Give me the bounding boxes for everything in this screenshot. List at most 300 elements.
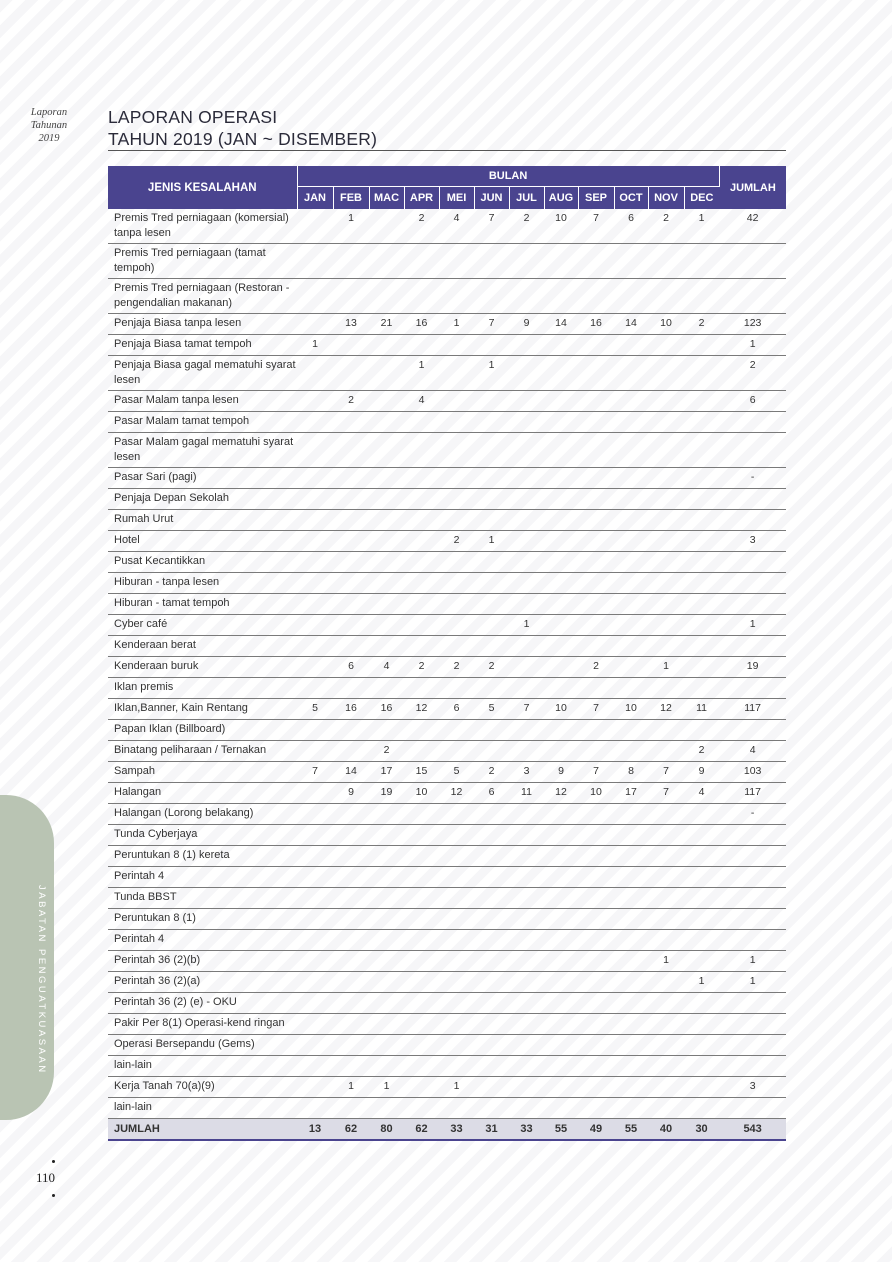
table-row	[108, 825, 786, 846]
month-value	[439, 391, 474, 412]
month-value	[369, 1035, 404, 1056]
month-value	[648, 720, 684, 741]
month-value	[578, 951, 614, 972]
month-value	[648, 244, 684, 279]
month-value	[578, 972, 614, 993]
offence-name: Pasar Sari (pagi)	[108, 468, 297, 489]
month-value	[333, 510, 369, 531]
month-value	[648, 412, 684, 433]
month-value	[614, 930, 648, 951]
month-value	[648, 573, 684, 594]
month-value	[404, 825, 439, 846]
month-value	[439, 720, 474, 741]
month-value: 9	[544, 762, 578, 783]
month-value: 1	[509, 615, 544, 636]
month-value	[578, 594, 614, 615]
month-value	[578, 804, 614, 825]
month-value	[684, 615, 719, 636]
row-total	[719, 433, 786, 468]
month-value	[544, 888, 578, 909]
month-value	[578, 335, 614, 356]
month-value	[578, 1056, 614, 1077]
month-value: 33	[439, 1119, 474, 1141]
month-value	[684, 888, 719, 909]
month-value	[297, 804, 333, 825]
month-value	[297, 846, 333, 867]
table-row	[108, 244, 786, 279]
month-value	[404, 1098, 439, 1119]
month-value	[333, 867, 369, 888]
month-value	[648, 1014, 684, 1035]
month-value: 7	[474, 314, 509, 335]
month-value	[404, 594, 439, 615]
month-value	[439, 594, 474, 615]
month-value	[369, 636, 404, 657]
table-row	[108, 1035, 786, 1056]
month-value	[404, 867, 439, 888]
month-value: 1	[404, 356, 439, 391]
month-value	[474, 825, 509, 846]
offence-name: Rumah Urut	[108, 510, 297, 531]
row-total	[719, 244, 786, 279]
table-row	[108, 552, 786, 573]
month-value	[648, 909, 684, 930]
table-row	[108, 783, 786, 804]
month-value	[544, 1056, 578, 1077]
month-value: 11	[509, 783, 544, 804]
month-value	[684, 657, 719, 678]
month-value	[684, 433, 719, 468]
month-value	[333, 412, 369, 433]
month-value: 16	[333, 699, 369, 720]
month-value: 30	[684, 1119, 719, 1141]
offence-name: Halangan (Lorong belakang)	[108, 804, 297, 825]
month-value	[404, 573, 439, 594]
month-value	[333, 356, 369, 391]
month-value	[648, 468, 684, 489]
month-value	[474, 279, 509, 314]
month-value	[614, 468, 648, 489]
month-value	[509, 573, 544, 594]
side-header-line-2: Tahunan	[30, 120, 68, 131]
month-value	[333, 1056, 369, 1077]
month-value: 31	[474, 1119, 509, 1141]
month-value: 4	[439, 209, 474, 244]
month-value	[614, 391, 648, 412]
month-value	[648, 825, 684, 846]
month-value	[404, 1056, 439, 1077]
table-row	[108, 636, 786, 657]
month-value: 1	[648, 951, 684, 972]
table-row	[108, 720, 786, 741]
month-value	[404, 489, 439, 510]
month-value	[684, 678, 719, 699]
month-value: 10	[404, 783, 439, 804]
month-value	[333, 930, 369, 951]
month-value	[474, 433, 509, 468]
month-value	[684, 391, 719, 412]
header-month: MEI	[439, 187, 474, 210]
month-value	[474, 1056, 509, 1077]
month-value	[404, 244, 439, 279]
month-value	[297, 314, 333, 335]
month-value	[404, 468, 439, 489]
month-value	[474, 1035, 509, 1056]
month-value	[404, 615, 439, 636]
table-row	[108, 468, 786, 489]
month-value	[684, 335, 719, 356]
row-total	[719, 678, 786, 699]
month-value	[509, 244, 544, 279]
month-value	[684, 573, 719, 594]
month-value: 80	[369, 1119, 404, 1141]
month-value	[439, 972, 474, 993]
row-total: 103	[719, 762, 786, 783]
month-value: 9	[509, 314, 544, 335]
month-value	[648, 972, 684, 993]
month-value	[648, 335, 684, 356]
offence-name: Perintah 4	[108, 867, 297, 888]
offence-name: Binatang peliharaan / Ternakan	[108, 741, 297, 762]
month-value	[614, 279, 648, 314]
month-value: 10	[544, 209, 578, 244]
month-value	[474, 993, 509, 1014]
month-value	[509, 678, 544, 699]
offence-name: Tunda Cyberjaya	[108, 825, 297, 846]
offence-name: Kerja Tanah 70(a)(9)	[108, 1077, 297, 1098]
month-value	[474, 1014, 509, 1035]
offence-name: Penjaja Biasa gagal mematuhi syarat lesen	[108, 356, 297, 391]
month-value	[333, 846, 369, 867]
month-value	[684, 531, 719, 552]
total-row	[108, 1119, 786, 1141]
month-value	[474, 1077, 509, 1098]
month-value	[614, 636, 648, 657]
month-value	[333, 951, 369, 972]
offence-name: Papan Iklan (Billboard)	[108, 720, 297, 741]
month-value	[614, 993, 648, 1014]
month-value	[684, 279, 719, 314]
month-value	[614, 720, 648, 741]
month-value	[509, 335, 544, 356]
month-value	[369, 209, 404, 244]
side-header-line-1: Laporan	[30, 107, 68, 118]
month-value	[439, 335, 474, 356]
month-value	[648, 615, 684, 636]
month-value	[544, 412, 578, 433]
row-total	[719, 489, 786, 510]
offence-name: Premis Tred perniagaan (tamat tempoh)	[108, 244, 297, 279]
month-value	[578, 279, 614, 314]
month-value	[474, 335, 509, 356]
month-value	[509, 804, 544, 825]
month-value	[297, 720, 333, 741]
month-value: 14	[544, 314, 578, 335]
month-value	[369, 888, 404, 909]
month-value	[474, 951, 509, 972]
month-value	[439, 412, 474, 433]
month-value	[544, 573, 578, 594]
table-row	[108, 531, 786, 552]
row-total	[719, 1035, 786, 1056]
month-value	[333, 1014, 369, 1035]
month-value	[369, 867, 404, 888]
month-value	[297, 783, 333, 804]
month-value	[333, 335, 369, 356]
month-value	[578, 510, 614, 531]
month-value	[404, 1014, 439, 1035]
month-value	[439, 867, 474, 888]
month-value	[648, 741, 684, 762]
month-value	[544, 1077, 578, 1098]
row-total	[719, 1014, 786, 1035]
month-value	[648, 930, 684, 951]
month-value	[369, 335, 404, 356]
month-value	[614, 846, 648, 867]
month-value	[369, 489, 404, 510]
month-value: 2	[369, 741, 404, 762]
month-value	[509, 594, 544, 615]
month-value	[684, 867, 719, 888]
month-value	[544, 391, 578, 412]
month-value	[614, 594, 648, 615]
month-value	[404, 993, 439, 1014]
month-value	[297, 433, 333, 468]
month-value	[474, 594, 509, 615]
month-value: 16	[404, 314, 439, 335]
offence-name: Pusat Kecantikkan	[108, 552, 297, 573]
row-total: 543	[719, 1119, 786, 1141]
month-value	[369, 1014, 404, 1035]
row-total: 1	[719, 972, 786, 993]
month-value	[297, 1056, 333, 1077]
month-value	[614, 335, 648, 356]
month-value	[684, 244, 719, 279]
department-label: JABATAN PENGUATKUASAAN	[36, 885, 47, 1075]
month-value	[474, 804, 509, 825]
month-value	[404, 1077, 439, 1098]
month-value	[509, 1014, 544, 1035]
month-value	[404, 552, 439, 573]
month-value	[684, 909, 719, 930]
month-value	[614, 888, 648, 909]
month-value: 4	[404, 391, 439, 412]
month-value	[333, 573, 369, 594]
month-value	[404, 531, 439, 552]
header-month: SEP	[578, 187, 614, 210]
month-value	[684, 1035, 719, 1056]
month-value: 1	[684, 972, 719, 993]
offence-name: Penjaja Depan Sekolah	[108, 489, 297, 510]
month-value	[369, 615, 404, 636]
month-value	[439, 356, 474, 391]
table-row	[108, 615, 786, 636]
month-value: 15	[404, 762, 439, 783]
month-value: 55	[544, 1119, 578, 1141]
month-value	[544, 1098, 578, 1119]
month-value: 4	[684, 783, 719, 804]
month-value	[297, 552, 333, 573]
title-line-2: TAHUN 2019 (JAN ~ DISEMBER)	[108, 129, 378, 149]
month-value	[333, 909, 369, 930]
table-row	[108, 412, 786, 433]
month-value: 12	[439, 783, 474, 804]
month-value	[404, 972, 439, 993]
offence-name: Hotel	[108, 531, 297, 552]
header-bulan: BULAN	[297, 166, 719, 187]
month-value	[474, 489, 509, 510]
month-value: 2	[509, 209, 544, 244]
month-value	[544, 909, 578, 930]
month-value	[544, 720, 578, 741]
offence-name: Hiburan - tanpa lesen	[108, 573, 297, 594]
month-value: 2	[333, 391, 369, 412]
operations-table	[108, 166, 786, 1141]
table-row	[108, 314, 786, 335]
month-value	[544, 335, 578, 356]
offence-name: Operasi Bersepandu (Gems)	[108, 1035, 297, 1056]
row-total: 42	[719, 209, 786, 244]
month-value: 2	[684, 314, 719, 335]
month-value	[614, 951, 648, 972]
month-value: 12	[404, 699, 439, 720]
month-value	[578, 244, 614, 279]
month-value: 2	[439, 657, 474, 678]
offence-name: Premis Tred perniagaan (Restoran - pengendalian makanan)	[108, 279, 297, 314]
month-value	[474, 552, 509, 573]
month-value	[614, 657, 648, 678]
row-total	[719, 993, 786, 1014]
month-value	[578, 531, 614, 552]
month-value	[578, 1035, 614, 1056]
month-value	[509, 720, 544, 741]
month-value	[578, 1014, 614, 1035]
month-value	[578, 993, 614, 1014]
month-value	[509, 1077, 544, 1098]
table-row	[108, 846, 786, 867]
month-value	[614, 1077, 648, 1098]
month-value	[684, 804, 719, 825]
month-value	[404, 335, 439, 356]
month-value	[614, 867, 648, 888]
month-value	[297, 1014, 333, 1035]
month-value	[614, 573, 648, 594]
month-value	[439, 741, 474, 762]
row-total: 117	[719, 783, 786, 804]
month-value	[544, 867, 578, 888]
month-value	[648, 594, 684, 615]
month-value	[509, 867, 544, 888]
month-value: 6	[439, 699, 474, 720]
month-value: 1	[297, 335, 333, 356]
month-value	[333, 993, 369, 1014]
month-value	[648, 888, 684, 909]
month-value	[578, 1098, 614, 1119]
month-value	[297, 1035, 333, 1056]
header-month: FEB	[333, 187, 369, 210]
month-value	[614, 1056, 648, 1077]
row-total	[719, 720, 786, 741]
month-value	[404, 930, 439, 951]
offence-name: Kenderaan buruk	[108, 657, 297, 678]
offence-name: Pasar Malam tamat tempoh	[108, 412, 297, 433]
month-value	[578, 909, 614, 930]
month-value	[439, 804, 474, 825]
month-value	[614, 678, 648, 699]
table-row	[108, 1056, 786, 1077]
month-value	[509, 391, 544, 412]
month-value	[439, 1098, 474, 1119]
month-value	[297, 510, 333, 531]
month-value	[614, 244, 648, 279]
month-value	[648, 867, 684, 888]
month-value	[404, 510, 439, 531]
month-value: 14	[333, 762, 369, 783]
month-value	[369, 531, 404, 552]
month-value	[404, 888, 439, 909]
month-value	[297, 636, 333, 657]
month-value	[474, 909, 509, 930]
table-row	[108, 209, 786, 244]
month-value: 6	[474, 783, 509, 804]
table-row	[108, 804, 786, 825]
month-value	[509, 510, 544, 531]
month-value	[509, 489, 544, 510]
month-value	[648, 510, 684, 531]
row-total	[719, 888, 786, 909]
month-value	[509, 356, 544, 391]
month-value	[369, 356, 404, 391]
month-value	[369, 1056, 404, 1077]
month-value	[544, 1014, 578, 1035]
month-value	[684, 846, 719, 867]
month-value	[369, 412, 404, 433]
month-value: 33	[509, 1119, 544, 1141]
month-value	[333, 741, 369, 762]
month-value	[297, 741, 333, 762]
month-value	[369, 279, 404, 314]
month-value	[297, 209, 333, 244]
month-value	[439, 678, 474, 699]
month-value: 40	[648, 1119, 684, 1141]
title-divider	[108, 150, 786, 151]
month-value	[369, 1098, 404, 1119]
header-month: DEC	[684, 187, 719, 210]
header-month: MAC	[369, 187, 404, 210]
month-value	[544, 657, 578, 678]
month-value: 7	[297, 762, 333, 783]
month-value	[544, 993, 578, 1014]
month-value	[684, 1014, 719, 1035]
month-value: 55	[614, 1119, 648, 1141]
month-value: 17	[614, 783, 648, 804]
month-value: 1	[439, 1077, 474, 1098]
month-value	[333, 888, 369, 909]
table-row	[108, 356, 786, 391]
month-value	[684, 552, 719, 573]
month-value	[474, 678, 509, 699]
offence-name: Pakir Per 8(1) Operasi-kend ringan	[108, 1014, 297, 1035]
month-value	[404, 279, 439, 314]
header-row-top	[108, 166, 786, 187]
month-value	[404, 412, 439, 433]
month-value: 14	[614, 314, 648, 335]
month-value: 13	[333, 314, 369, 335]
offence-name: Hiburan - tamat tempoh	[108, 594, 297, 615]
table-row	[108, 391, 786, 412]
month-value	[509, 909, 544, 930]
month-value: 7	[648, 762, 684, 783]
